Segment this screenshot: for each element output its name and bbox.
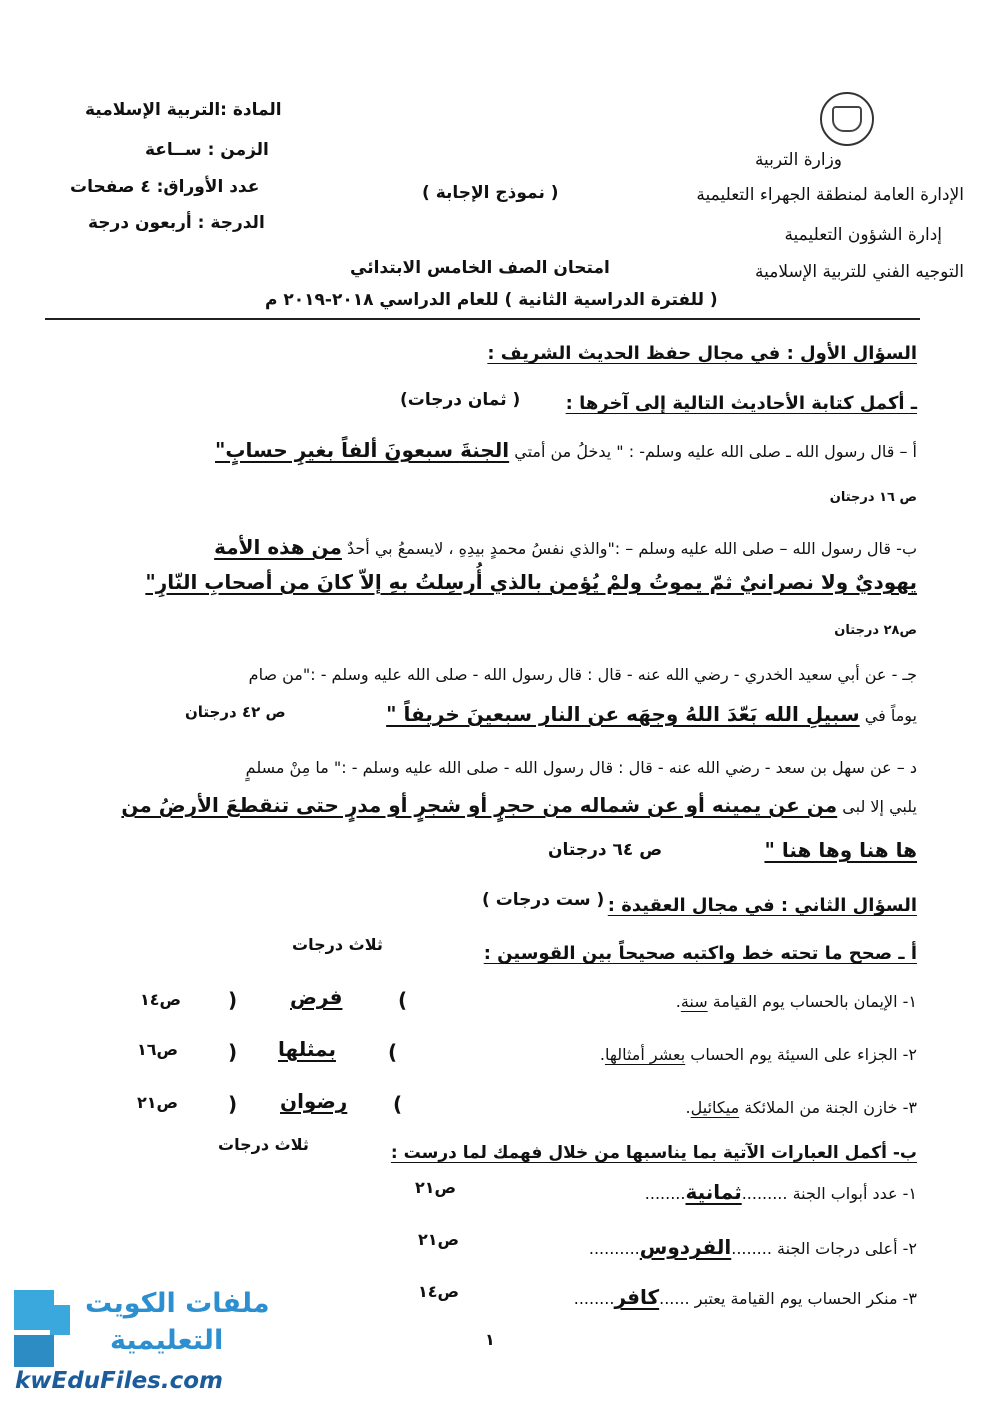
hadith-d-line1: د – عن سهل بن سعد - رضي الله عنه - قال : قال رسول الله - صلى الله عليه وسلم - :" ما مِنْ مسلمٍ	[245, 758, 917, 777]
page-number: ١	[485, 1330, 495, 1349]
header-supervision: التوجيه الفني للتربية الإسلامية	[754, 262, 964, 282]
q2a-item-3-ref: ص٢١	[137, 1093, 179, 1112]
q2a-item-1-open: (	[398, 988, 408, 1012]
q2a-item-1-answer: فرض	[290, 985, 343, 1009]
header-pages: عدد الأوراق: ٤ صفحات	[70, 177, 260, 197]
header-affairs: إدارة الشؤون التعليمية	[784, 225, 942, 245]
hadith-c-ref: ص ٤٢ درجتان	[185, 703, 286, 721]
q2a-instruction: أ ـ صحح ما تحته خط واكتبه صحيحاً بين القوسين :	[483, 943, 917, 964]
header-ministry: وزارة التربية	[754, 150, 842, 170]
q2b-item-1-ref: ص٢١	[415, 1178, 457, 1197]
q2a-item-2-open: (	[388, 1040, 398, 1064]
exam-period: ( للفترة الدراسية الثانية ) للعام الدراسي ٢٠١٨-٢٠١٩ م	[265, 290, 718, 310]
q2a-item-1-ref: ص١٤	[140, 990, 182, 1009]
hadith-a-prefix: أ – قال رسول الله ـ صلى الله عليه وسلم- : " يدخلُ من أمتي	[514, 442, 917, 461]
answer-model-label: ( نموذج الإجابة )	[422, 183, 559, 203]
header-directorate: الإدارة العامة لمنطقة الجهراء التعليمية	[696, 185, 964, 205]
ministry-emblem	[820, 92, 874, 146]
q2b-item-2-ref: ص٢١	[418, 1230, 460, 1249]
hadith-d-prefix: يلبي إلا لبى	[842, 797, 917, 816]
q2b-item-3-answer: كافر	[614, 1285, 660, 1309]
q2b-item-2-answer: الفردوس	[639, 1235, 732, 1259]
hadith-d-line2	[121, 793, 917, 817]
hadith-d-answer2: من عن يمينه أو عن شماله من حجرٍ أو شجرٍ أو مدرٍ حتى تنقطعَ الأرضُ من	[121, 793, 838, 817]
q2a-item-2-ref: ص١٦	[137, 1040, 179, 1059]
watermark-logo-block-3	[14, 1335, 54, 1367]
q2a-item-3-underlined: ميكائيل	[690, 1098, 740, 1117]
q2b-item-3: ٣- منكر الحساب يوم القيامة يعتبر ......كافر........	[573, 1285, 917, 1309]
q2-marks: ( ست درجات )	[482, 890, 605, 910]
header-divider	[45, 318, 920, 320]
hadith-d-ref: ص ٦٤ درجتان	[548, 840, 663, 860]
q2a-item-3-close: )	[228, 1092, 238, 1116]
watermark-line2: التعليمية	[110, 1325, 224, 1356]
hadith-a	[215, 438, 917, 462]
q2a-item-1-underlined: سنة	[680, 992, 708, 1011]
q2a-item-3-answer: رضوان	[280, 1089, 348, 1113]
hadith-b-line1	[214, 535, 917, 559]
q2a-item-2-answer: بمثلها	[278, 1037, 336, 1061]
q2a-item-1-text: ١- الإيمان بالحساب يوم القيامة سنة.	[675, 992, 917, 1011]
watermark-url: kwEduFiles.com	[15, 1368, 223, 1394]
q2b-item-3-ref: ص١٤	[418, 1282, 460, 1301]
q1-title: السؤال الأول : في مجال حفظ الحديث الشريف :	[487, 343, 917, 364]
q2b-marks: ثلاث درجات	[218, 1135, 309, 1154]
hadith-b-answer2: يهوديٌ ولا نصرانيٌ ثمّ يموتُ ولمْ يُؤمن بالذي أُرسِلتُ بهِ إلاّ كانَ من أصحابِ النّارِ"	[145, 570, 917, 594]
q2a-item-3-text: ٣- خازن الجنة من الملائكة ميكائيل.	[685, 1098, 917, 1117]
hadith-a-answer: الجنةَ سبعونَ ألفاً بغيرِ حسابٍ"	[215, 438, 510, 462]
q2-title: السؤال الثاني : في مجال العقيدة :	[607, 895, 917, 916]
hadith-a-ref: ص ١٦ درجتان	[829, 490, 917, 505]
q2a-item-2-close: )	[228, 1040, 238, 1064]
q1-marks: ( ثمان درجات)	[400, 390, 521, 410]
hadith-c-answer: سبيلِ الله بَعّدَ اللهُ وجهَه عن النار سبعينَ خريفاً "	[386, 702, 860, 726]
q2a-item-3-open: (	[393, 1092, 403, 1116]
hadith-c-line2	[386, 702, 917, 726]
hadith-c-prefix: يوماً في	[864, 706, 917, 725]
header-grade: الدرجة : أربعون درجة	[88, 213, 265, 233]
hadith-b-ref: ص٢٨ درجتان	[834, 623, 917, 638]
q2a-marks: ثلاث درجات	[292, 935, 383, 954]
q2a-item-1-close: )	[228, 988, 238, 1012]
header-time: الزمن : ســاعة	[145, 140, 269, 160]
hadith-d-answer3: ها هنا وها هنا "	[764, 838, 917, 862]
watermark-logo-block-1	[14, 1290, 54, 1330]
q2a-item-2-underlined: بعشر أمثالها	[604, 1045, 686, 1064]
hadith-c-line1: جـ - عن أبي سعيد الخدري - رضي الله عنه - قال : قال رسول الله - صلى الله عليه وسلم - :"من صام	[248, 665, 917, 684]
q1-instruction: ـ أكمل كتابة الأحاديث التالية إلى آخرها :	[565, 393, 917, 414]
q2b-instruction: ب- أكمل العبارات الآتية بما يناسبها من خلال فهمك لما درست :	[390, 1143, 917, 1163]
watermark-line1: ملفات الكويت	[85, 1288, 270, 1319]
q2b-item-1-answer: ثمانية	[685, 1180, 742, 1204]
q2b-item-1: ١- عدد أبواب الجنة .........ثمانية........	[644, 1180, 917, 1204]
hadith-b-prefix: ب- قال رسول الله – صلى الله عليه وسلم – :"والذي نفسُ محمدٍ بيدِهِ ، لايسمعُ بي أحدٌ	[347, 539, 917, 558]
exam-title: امتحان الصف الخامس الابتدائي	[350, 258, 610, 278]
hadith-b-answer1: من هذه الأمة	[214, 535, 342, 559]
q2b-item-2: ٢- أعلى درجات الجنة ........الفردوس..........	[588, 1235, 917, 1259]
q2a-item-2-text: ٢- الجزاء على السيئة يوم الحساب بعشر أمثالها.	[599, 1045, 917, 1064]
watermark-logo-block-2	[50, 1305, 70, 1335]
header-subject: المادة :التربية الإسلامية	[85, 100, 282, 120]
